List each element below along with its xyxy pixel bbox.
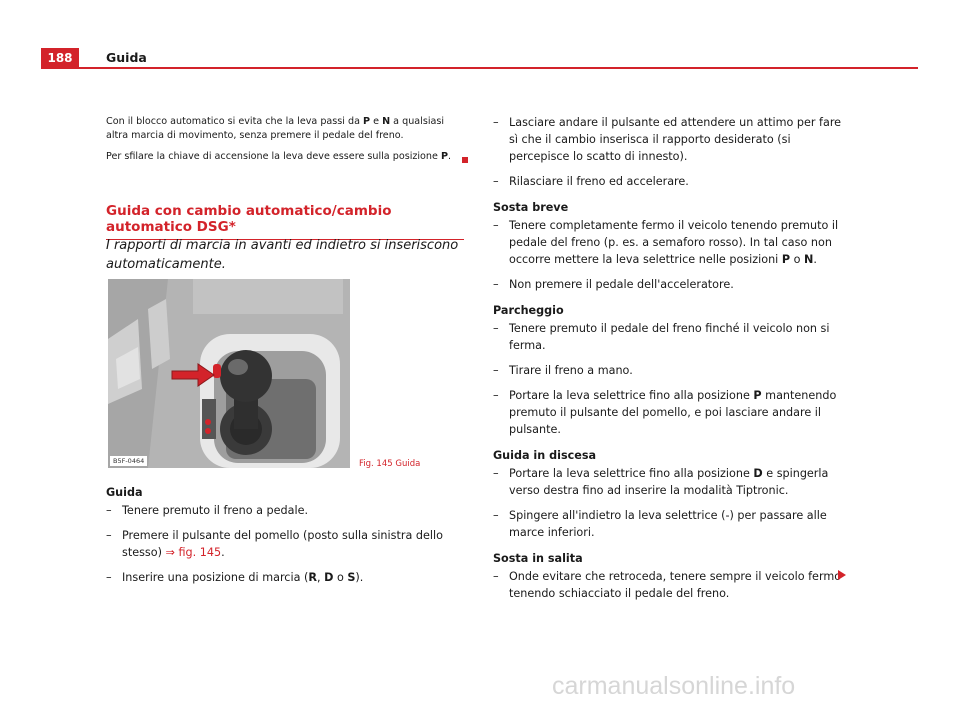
figure-caption: Fig. 145 Guida (359, 459, 421, 469)
list-item (493, 217, 845, 268)
figure-reference-link[interactable]: ⇒ fig. 145 (165, 546, 222, 559)
text: ). (355, 571, 364, 584)
text: P (781, 253, 791, 266)
text: e (370, 116, 383, 127)
list-item (106, 527, 464, 561)
text: o (333, 571, 348, 584)
label-parcheggio: Parcheggio (493, 304, 564, 317)
label-sosta-in-salita: Sosta in salita (493, 552, 583, 565)
label-guida: Guida (106, 486, 143, 499)
text: Con il blocco automatico si evita che la leva passi da (106, 116, 364, 127)
list-item (493, 173, 845, 190)
text: Lasciare andare il pulsante ed attendere un attimo per fare sì che il cambio inserisca il rapporto desiderato (si percepisce lo scatto di innesto). (509, 116, 842, 163)
dash: – (493, 175, 499, 188)
text: e spingerla verso destra fino ad inserire la modalità Tiptronic. (509, 467, 829, 497)
intro-paragraph-2 (106, 150, 466, 164)
dash: – (493, 364, 499, 377)
list-item (493, 465, 845, 499)
text: Premere il pulsante del pomello (posto sulla sinistra dello stesso) (122, 529, 443, 559)
text: D (753, 467, 763, 480)
dash: – (106, 529, 112, 542)
text: Tirare il freno a mano. (509, 364, 633, 377)
section-title: Guida (106, 50, 147, 65)
text: Portare la leva selettrice fino alla posizione (509, 467, 754, 480)
text: D (324, 571, 334, 584)
dash: – (493, 278, 499, 291)
text: a qualsiasi altra marcia di movimento, senza premere il pedale del freno. (106, 116, 445, 141)
page-number: 188 (41, 48, 79, 68)
header-rule (41, 67, 918, 69)
dash: – (106, 571, 112, 584)
left-column (106, 484, 464, 586)
dash: – (493, 509, 499, 522)
text: . (813, 253, 817, 266)
text: mantenendo premuto il pulsante del pomello, e poi lasciare andare il pulsante. (509, 389, 837, 436)
dash: – (493, 116, 499, 129)
text: Tenere completamente fermo il veicolo tenendo premuto il pedale del freno (p. es. a semaforo rosso). In tal caso non occorre mettere la leva selettrice nelle posizioni (509, 219, 839, 266)
text: Tenere premuto il freno a pedale. (122, 504, 309, 517)
text: N (804, 253, 814, 266)
text: S (347, 571, 356, 584)
list-item (493, 362, 845, 379)
list-item (493, 387, 845, 438)
list-item (106, 502, 464, 519)
text: Onde evitare che retroceda, tenere sempre il veicolo fermo tenendo schiacciato il pedale del freno. (509, 570, 842, 600)
dash: – (493, 219, 499, 232)
text: P (363, 116, 371, 127)
label-sosta-breve: Sosta breve (493, 201, 569, 214)
text: Portare la leva selettrice fino alla posizione (509, 389, 754, 402)
text: Per sfilare la chiave di accensione la leva deve essere sulla posizione (106, 151, 441, 162)
gear-selector-photo (108, 279, 350, 468)
text: P (753, 389, 762, 402)
text: Non premere il pedale dell'acceleratore. (509, 278, 734, 291)
text: Inserire una posizione di marcia ( (122, 571, 309, 584)
intro-paragraph-1 (106, 115, 466, 143)
list-item (493, 114, 845, 165)
heading: Guida con cambio automatico/cambio automatico DSG* (106, 203, 464, 240)
dash: – (106, 504, 112, 517)
text: o (790, 253, 804, 266)
text: , (316, 571, 325, 584)
list-item (493, 568, 845, 602)
end-of-section-mark (462, 157, 468, 163)
dash: – (493, 322, 499, 335)
figure-code: B5F-0464 (110, 456, 147, 466)
list-item (493, 320, 845, 354)
continue-arrow-icon (838, 570, 846, 580)
text: Tenere premuto il pedale del freno finché il veicolo non si ferma. (509, 322, 830, 352)
text: N (382, 116, 391, 127)
right-column (493, 114, 845, 602)
text: . (448, 151, 452, 162)
intro-block (106, 115, 466, 164)
dash: – (493, 570, 499, 583)
list-item (493, 507, 845, 541)
label-guida-in-discesa: Guida in discesa (493, 449, 597, 462)
watermark: carmanualsonline.info (552, 672, 796, 700)
text: . (221, 546, 225, 559)
text: Spingere all'indietro la leva selettrice (-) per passare alle marce inferiori. (509, 509, 827, 539)
dash: – (493, 467, 499, 480)
text: P (440, 151, 449, 162)
list-item (106, 569, 464, 586)
gear-selector-illustration (108, 279, 350, 468)
text: Rilasciare il freno ed accelerare. (509, 175, 689, 188)
dash: – (493, 389, 499, 402)
subtitle: I rapporti di marcia in avanti ed indietro si inseriscono automaticamente. (106, 238, 459, 272)
list-item (493, 276, 845, 293)
text: R (308, 571, 317, 584)
